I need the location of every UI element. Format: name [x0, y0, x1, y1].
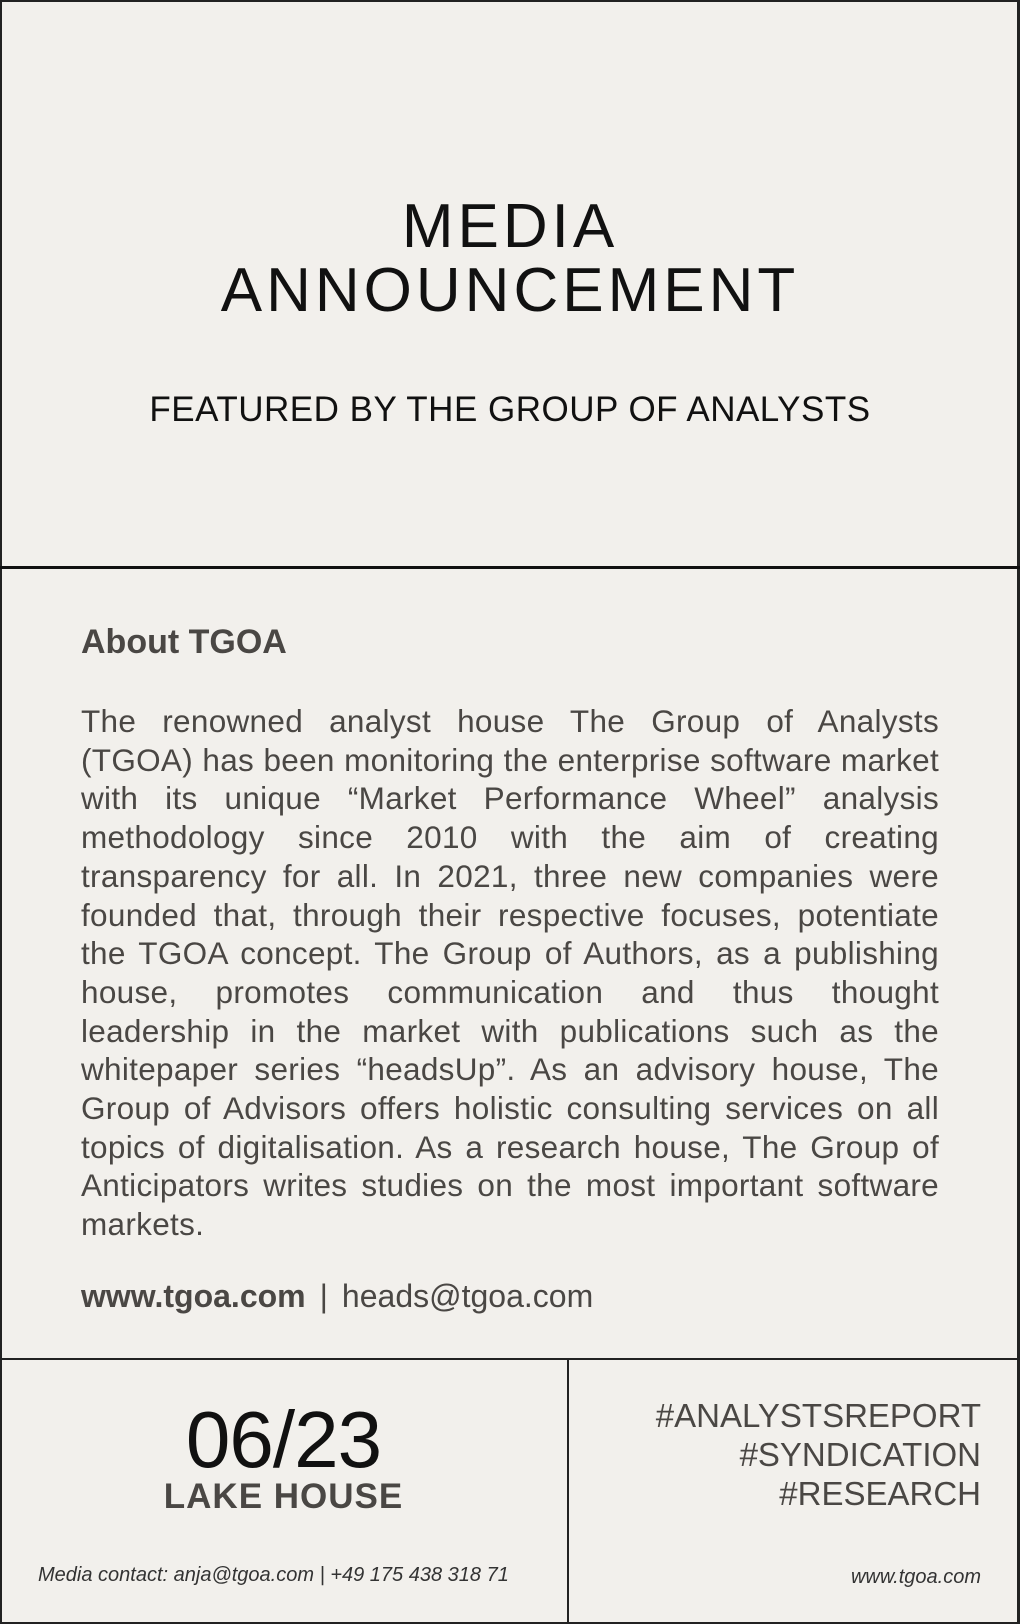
hashtag-list [561, 1396, 981, 1513]
header-section [0, 0, 1020, 568]
event-date: 06/23 [185, 1395, 382, 1484]
hashtag-syndication: #SYNDICATION [739, 1436, 981, 1473]
contact-separator: | [319, 1277, 328, 1314]
page-subtitle: FEATURED BY THE GROUP OF ANALYSTS [149, 390, 871, 429]
about-heading: About TGOA [81, 623, 287, 661]
page-title [0, 192, 1020, 325]
section-divider [0, 566, 1020, 569]
hashtag-analystsreport: #ANALYSTSREPORT [655, 1397, 981, 1434]
website-link[interactable]: www.tgoa.com [81, 1277, 306, 1314]
about-contact-line [81, 1276, 939, 1316]
about-section [81, 620, 939, 1316]
footer-divider [0, 1358, 1020, 1360]
hashtag-research: #RESEARCH [779, 1475, 981, 1512]
about-body-text: The renowned analyst house The Group of Analysts (TGOA) has been monitoring the enterprise software market with its unique “Market Performance Wheel” analysis methodology since 2010 with the aim of creating transparency for all. In 2021, three new companies were founded that, through their respective focuses, potentiate the TGOA concept. The Group of Authors, as a publishing house, promotes communication and thus thought leadership in the market with publications such as the whitepaper series “headsUp”. As an advisory house, The Group of Advisors offers holistic consulting services on all topics of digitalisation. As a research house, The Group of Anticipators writes studies on the most important software markets. [81, 703, 939, 1243]
title-line-media: MEDIA [401, 192, 619, 261]
title-line-announcement: ANNOUNCEMENT [220, 256, 800, 325]
media-contact: Media contact: anja@tgoa.com | +49 175 438 318 71 [38, 1564, 509, 1586]
event-location: LAKE HOUSE [163, 1477, 404, 1516]
email-link[interactable]: heads@tgoa.com [341, 1277, 594, 1314]
footer-website[interactable]: www.tgoa.com [850, 1566, 981, 1588]
